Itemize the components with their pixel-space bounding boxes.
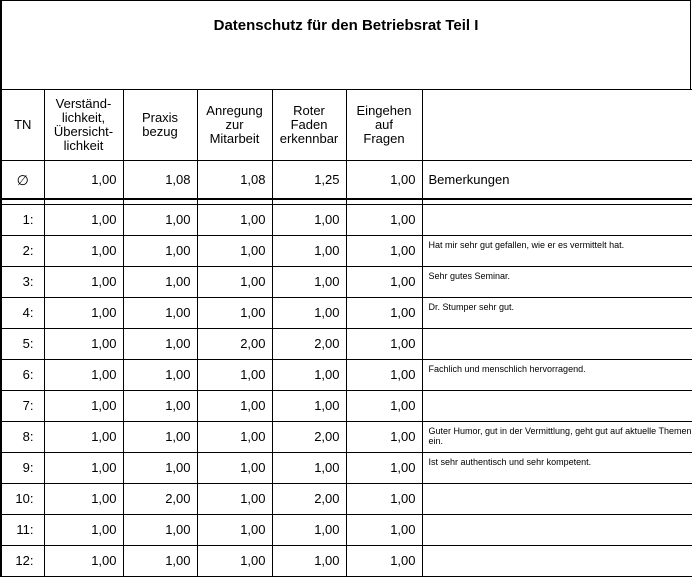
rating-cell: 1,00 [272, 391, 346, 422]
remark-cell [422, 329, 692, 360]
rating-cell: 1,00 [123, 329, 197, 360]
rating-cell: 1,00 [272, 360, 346, 391]
rating-cell: 1,00 [272, 267, 346, 298]
rating-cell: 1,00 [197, 422, 272, 453]
table-row [1, 453, 692, 484]
rating-cell: 1,00 [197, 484, 272, 515]
rating-cell: 2,00 [272, 329, 346, 360]
rating-cell: 1,00 [123, 453, 197, 484]
rating-cell: 1,00 [44, 298, 123, 329]
remarks-label: Bemerkungen [422, 161, 692, 200]
participant-number: 9: [1, 453, 44, 484]
remark-cell [422, 205, 692, 236]
rating-cell: 1,00 [346, 546, 422, 577]
header-verstaendlichkeit: Verständ- lichkeit, Übersicht- lichkeit [44, 90, 123, 161]
average-row [1, 161, 692, 200]
rating-cell: 1,00 [123, 515, 197, 546]
remark-cell: Fachlich und menschlich hervorragend. [422, 360, 692, 391]
remark-cell [422, 515, 692, 546]
rating-cell: 1,00 [44, 205, 123, 236]
participant-number: 4: [1, 298, 44, 329]
remark-cell: Ist sehr authentisch und sehr kompetent. [422, 453, 692, 484]
rating-cell: 1,00 [123, 267, 197, 298]
evaluation-table [0, 89, 692, 577]
table-row [1, 298, 692, 329]
participant-number: 6: [1, 360, 44, 391]
rating-cell: 1,00 [44, 515, 123, 546]
rating-cell: 1,00 [197, 298, 272, 329]
rating-cell: 1,00 [44, 329, 123, 360]
rating-cell: 1,00 [44, 391, 123, 422]
rating-cell: 1,00 [44, 422, 123, 453]
rating-cell: 1,00 [197, 546, 272, 577]
average-symbol: ∅ [1, 161, 44, 200]
rating-cell: 1,00 [346, 329, 422, 360]
participant-number: 7: [1, 391, 44, 422]
table-row [1, 205, 692, 236]
average-value: 1,00 [44, 161, 123, 200]
rating-cell: 1,00 [197, 453, 272, 484]
table-row [1, 236, 692, 267]
table-row [1, 391, 692, 422]
rating-cell: 1,00 [346, 360, 422, 391]
header-praxisbezug: Praxis bezug [123, 90, 197, 161]
rating-cell: 1,00 [272, 298, 346, 329]
rating-cell: 1,00 [44, 360, 123, 391]
rating-cell: 1,00 [346, 422, 422, 453]
table-row [1, 329, 692, 360]
table-row [1, 515, 692, 546]
rating-cell: 1,00 [346, 453, 422, 484]
rating-cell: 1,00 [44, 453, 123, 484]
rating-cell: 1,00 [197, 205, 272, 236]
rating-cell: 1,00 [346, 267, 422, 298]
rating-cell: 2,00 [123, 484, 197, 515]
header-roter-faden: Roter Faden erkennbar [272, 90, 346, 161]
rating-cell: 1,00 [197, 391, 272, 422]
header-remarks-blank [422, 90, 692, 161]
average-value: 1,08 [123, 161, 197, 200]
rating-cell: 1,00 [346, 391, 422, 422]
remark-cell: Guter Humor, gut in der Vermittlung, geht gut auf aktuelle Themen ein. [422, 422, 692, 453]
rating-cell: 1,00 [197, 360, 272, 391]
participant-number: 8: [1, 422, 44, 453]
rating-cell: 1,00 [44, 484, 123, 515]
average-value: 1,00 [346, 161, 422, 200]
table-row [1, 360, 692, 391]
header-eingehen: Eingehen auf Fragen [346, 90, 422, 161]
remark-cell [422, 484, 692, 515]
rating-cell: 1,00 [346, 205, 422, 236]
participant-number: 3: [1, 267, 44, 298]
rating-cell: 1,00 [197, 236, 272, 267]
rating-cell: 1,00 [44, 236, 123, 267]
remark-cell: Hat mir sehr gut gefallen, wie er es vermittelt hat. [422, 236, 692, 267]
participant-number: 10: [1, 484, 44, 515]
rating-cell: 1,00 [123, 298, 197, 329]
remark-cell: Sehr gutes Seminar. [422, 267, 692, 298]
rating-cell: 1,00 [123, 205, 197, 236]
table-row [1, 484, 692, 515]
rating-cell: 1,00 [346, 484, 422, 515]
participant-number: 5: [1, 329, 44, 360]
rating-cell: 1,00 [123, 546, 197, 577]
title-box [0, 0, 691, 89]
header-tn: TN [1, 90, 44, 161]
remark-cell [422, 546, 692, 577]
rating-cell: 1,00 [272, 205, 346, 236]
rating-cell: 1,00 [272, 515, 346, 546]
rating-cell: 1,00 [44, 267, 123, 298]
rating-cell: 1,00 [197, 515, 272, 546]
rating-cell: 1,00 [272, 453, 346, 484]
rating-cell: 1,00 [123, 422, 197, 453]
rating-cell: 1,00 [346, 515, 422, 546]
participant-number: 11: [1, 515, 44, 546]
rating-cell: 1,00 [346, 298, 422, 329]
header-anregung: Anregung zur Mitarbeit [197, 90, 272, 161]
page-title: Datenschutz für den Betriebsrat Teil I [213, 17, 479, 34]
average-value: 1,25 [272, 161, 346, 200]
remark-cell [422, 391, 692, 422]
rating-cell: 1,00 [123, 360, 197, 391]
participant-number: 2: [1, 236, 44, 267]
rating-cell: 1,00 [272, 546, 346, 577]
rating-cell: 1,00 [123, 391, 197, 422]
rating-cell: 1,00 [197, 267, 272, 298]
header-row [1, 90, 692, 161]
rating-cell: 2,00 [272, 484, 346, 515]
participant-number: 12: [1, 546, 44, 577]
rating-cell: 1,00 [346, 236, 422, 267]
rating-cell: 1,00 [272, 236, 346, 267]
table-row [1, 422, 692, 453]
participant-number: 1: [1, 205, 44, 236]
remark-cell: Dr. Stumper sehr gut. [422, 298, 692, 329]
rating-cell: 1,00 [123, 236, 197, 267]
rating-cell: 2,00 [197, 329, 272, 360]
average-value: 1,08 [197, 161, 272, 200]
table-row [1, 267, 692, 298]
rating-cell: 2,00 [272, 422, 346, 453]
rating-cell: 1,00 [44, 546, 123, 577]
table-row [1, 546, 692, 577]
